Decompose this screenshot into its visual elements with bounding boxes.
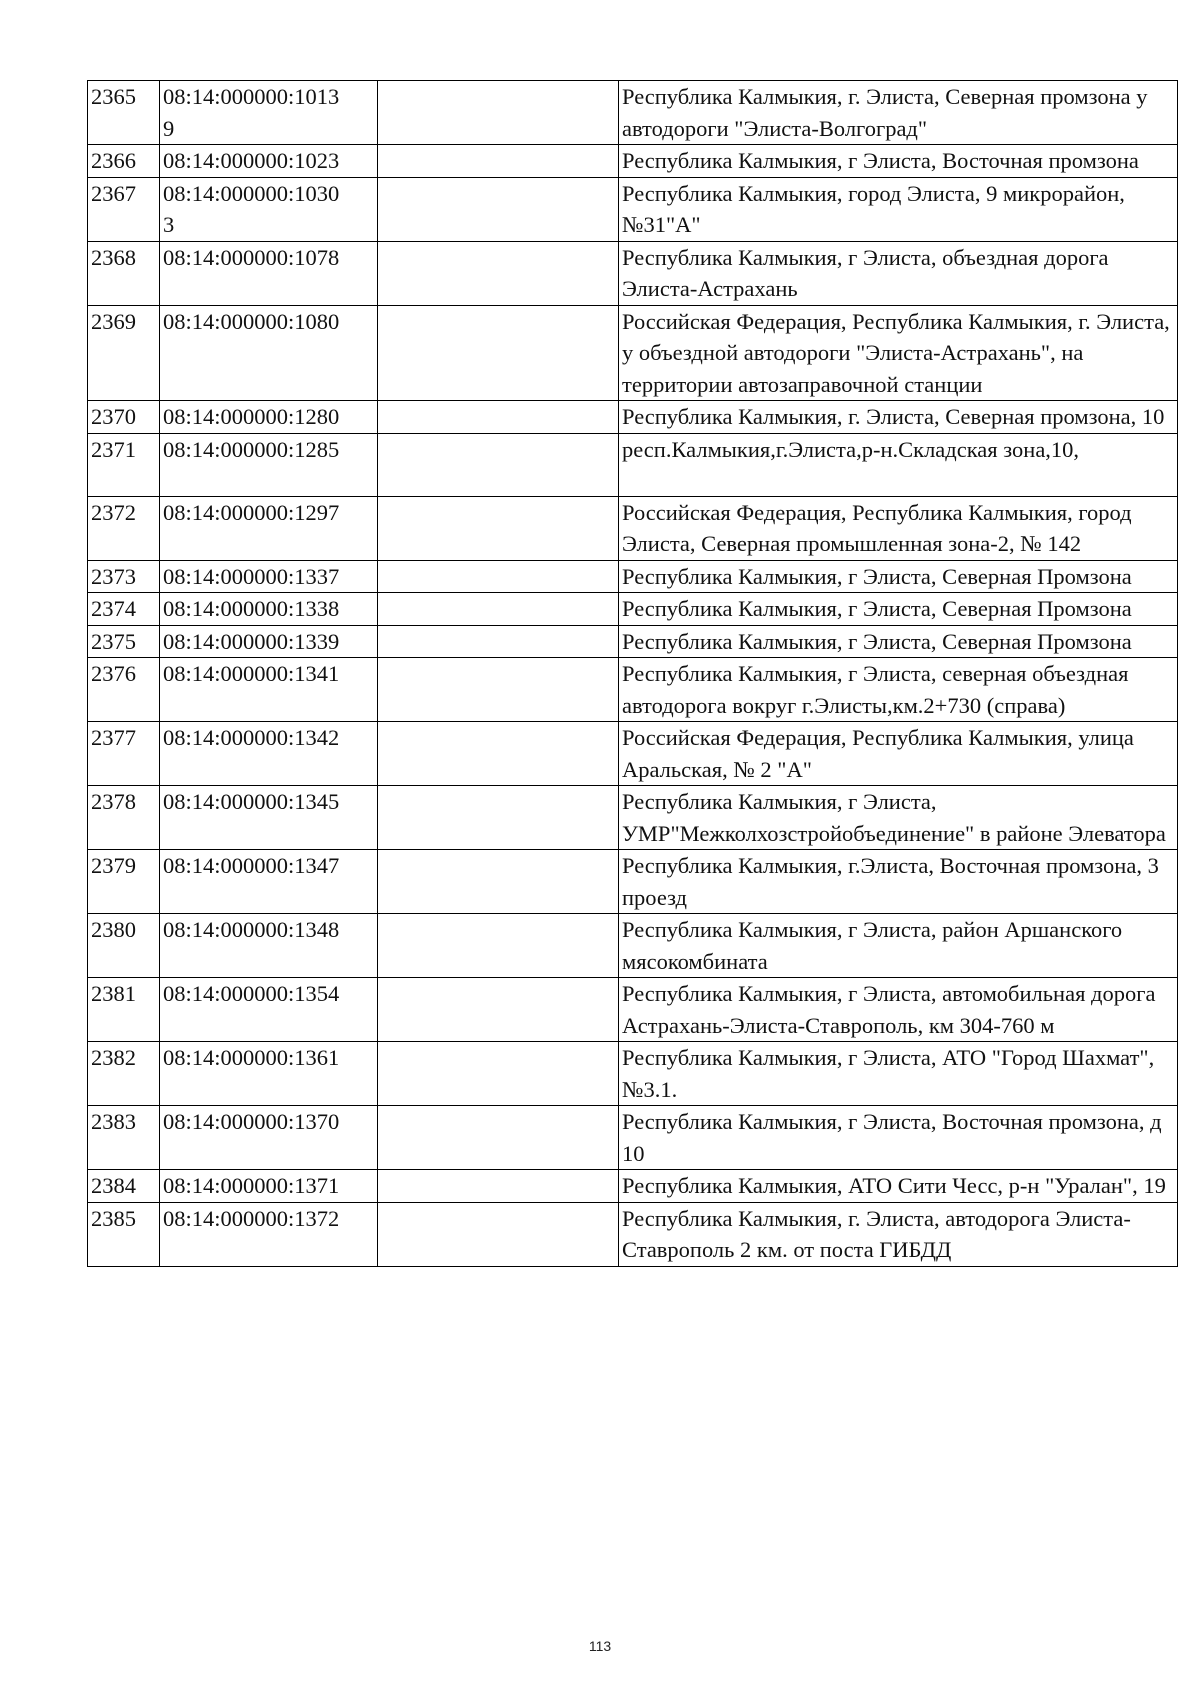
empty-cell — [378, 1170, 619, 1203]
empty-cell — [378, 786, 619, 850]
row-number-cell: 2366 — [88, 145, 160, 178]
row-number-cell: 2374 — [88, 593, 160, 626]
row-number-cell: 2373 — [88, 560, 160, 593]
empty-cell — [378, 401, 619, 434]
row-number-cell: 2377 — [88, 722, 160, 786]
cadastral-number-cell: 08:14:000000:1339 — [160, 625, 378, 658]
cadastral-number-cell: 08:14:000000:1285 — [160, 433, 378, 496]
empty-cell — [378, 1202, 619, 1266]
cadastral-number-cell: 08:14:000000:1023 — [160, 145, 378, 178]
table-row — [88, 850, 1178, 914]
row-number-cell: 2368 — [88, 241, 160, 305]
row-number-cell: 2376 — [88, 658, 160, 722]
row-number-cell: 2381 — [88, 978, 160, 1042]
address-cell: Республика Калмыкия, г Элиста, Северная Промзона — [619, 593, 1178, 626]
table-row — [88, 1106, 1178, 1170]
empty-cell — [378, 177, 619, 241]
table-row — [88, 401, 1178, 434]
address-cell: Республика Калмыкия, г Элиста, УМР"Межколхозстройобъединение" в районе Элеватора — [619, 786, 1178, 850]
table-row — [88, 560, 1178, 593]
empty-cell — [378, 978, 619, 1042]
cadastral-number-cell: 08:14:000000:1354 — [160, 978, 378, 1042]
row-number-cell: 2382 — [88, 1042, 160, 1106]
row-number-cell: 2367 — [88, 177, 160, 241]
table-row — [88, 914, 1178, 978]
address-cell: Российская Федерация, Республика Калмыкия, г. Элиста, у объездной автодороги "Элиста-Астрахань", на территории автозаправочной станции — [619, 305, 1178, 401]
table-row — [88, 722, 1178, 786]
cadastral-number-cell: 08:14:000000:1280 — [160, 401, 378, 434]
address-cell: Республика Калмыкия, г Элиста, Восточная промзона, д 10 — [619, 1106, 1178, 1170]
cadastral-number-cell: 08:14:000000:1078 — [160, 241, 378, 305]
page-number: 113 — [588, 1638, 612, 1654]
address-cell: Республика Калмыкия, г Элиста, автомобильная дорога Астрахань-Элиста-Ставрополь, км 304-760 м — [619, 978, 1178, 1042]
address-cell: Российская Федерация, Республика Калмыкия, улица Аральская, № 2 "А" — [619, 722, 1178, 786]
cadastral-number-cell: 08:14:000000:1030 3 — [160, 177, 378, 241]
empty-cell — [378, 658, 619, 722]
row-number-cell: 2383 — [88, 1106, 160, 1170]
address-cell: Российская Федерация, Республика Калмыкия, город Элиста, Северная промышленная зона-2, № 142 — [619, 496, 1178, 560]
table-row — [88, 496, 1178, 560]
row-number-cell: 2365 — [88, 81, 160, 145]
empty-cell — [378, 241, 619, 305]
address-cell: Республика Калмыкия, г Элиста, Северная Промзона — [619, 560, 1178, 593]
cadastral-number-cell: 08:14:000000:1338 — [160, 593, 378, 626]
cadastral-number-cell: 08:14:000000:1345 — [160, 786, 378, 850]
table-row — [88, 81, 1178, 145]
table-row — [88, 625, 1178, 658]
address-cell: Республика Калмыкия, г. Элиста, Северная промзона у автодороги "Элиста-Волгоград" — [619, 81, 1178, 145]
table-row — [88, 1042, 1178, 1106]
empty-cell — [378, 1106, 619, 1170]
table-row — [88, 145, 1178, 178]
cadastral-number-cell: 08:14:000000:1342 — [160, 722, 378, 786]
empty-cell — [378, 914, 619, 978]
cadastral-number-cell: 08:14:000000:1337 — [160, 560, 378, 593]
row-number-cell: 2370 — [88, 401, 160, 434]
row-number-cell: 2369 — [88, 305, 160, 401]
empty-cell — [378, 560, 619, 593]
cadastral-number-cell: 08:14:000000:1341 — [160, 658, 378, 722]
empty-cell — [378, 722, 619, 786]
address-cell: Республика Калмыкия, г Элиста, северная объездная автодорога вокруг г.Элисты,км.2+730 (справа) — [619, 658, 1178, 722]
empty-cell — [378, 145, 619, 178]
address-cell: Республика Калмыкия, г. Элиста, автодорога Элиста-Ставрополь 2 км. от поста ГИБДД — [619, 1202, 1178, 1266]
cadastral-number-cell: 08:14:000000:1371 — [160, 1170, 378, 1203]
table-row — [88, 433, 1178, 496]
cadastral-number-cell: 08:14:000000:1348 — [160, 914, 378, 978]
table-row — [88, 978, 1178, 1042]
address-cell: Республика Калмыкия, г Элиста, объездная дорога Элиста-Астрахань — [619, 241, 1178, 305]
empty-cell — [378, 433, 619, 496]
cadastral-number-cell: 08:14:000000:1080 — [160, 305, 378, 401]
address-cell: респ.Калмыкия,г.Элиста,р-н.Складская зона,10, — [619, 433, 1178, 496]
address-cell: Республика Калмыкия, г. Элиста, Северная промзона, 10 — [619, 401, 1178, 434]
row-number-cell: 2379 — [88, 850, 160, 914]
registry-table — [87, 80, 1178, 1267]
cadastral-number-cell: 08:14:000000:1370 — [160, 1106, 378, 1170]
empty-cell — [378, 593, 619, 626]
cadastral-number-cell: 08:14:000000:1013 9 — [160, 81, 378, 145]
empty-cell — [378, 625, 619, 658]
row-number-cell: 2384 — [88, 1170, 160, 1203]
address-cell: Республика Калмыкия, АТО Сити Чесс, р-н "Уралан", 19 — [619, 1170, 1178, 1203]
table-row — [88, 1170, 1178, 1203]
empty-cell — [378, 1042, 619, 1106]
row-number-cell: 2385 — [88, 1202, 160, 1266]
row-number-cell: 2371 — [88, 433, 160, 496]
address-cell: Республика Калмыкия, город Элиста, 9 микрорайон, №31"А" — [619, 177, 1178, 241]
cadastral-number-cell: 08:14:000000:1297 — [160, 496, 378, 560]
address-cell: Республика Калмыкия, г Элиста, АТО "Город Шахмат", №3.1. — [619, 1042, 1178, 1106]
table-row — [88, 1202, 1178, 1266]
empty-cell — [378, 850, 619, 914]
table-row — [88, 177, 1178, 241]
address-cell: Республика Калмыкия, г.Элиста, Восточная промзона, 3 проезд — [619, 850, 1178, 914]
empty-cell — [378, 496, 619, 560]
registry-table-body — [88, 81, 1178, 1267]
address-cell: Республика Калмыкия, г Элиста, Восточная промзона — [619, 145, 1178, 178]
table-row — [88, 305, 1178, 401]
empty-cell — [378, 81, 619, 145]
cadastral-number-cell: 08:14:000000:1361 — [160, 1042, 378, 1106]
cadastral-number-cell: 08:14:000000:1347 — [160, 850, 378, 914]
row-number-cell: 2378 — [88, 786, 160, 850]
row-number-cell: 2375 — [88, 625, 160, 658]
row-number-cell: 2372 — [88, 496, 160, 560]
empty-cell — [378, 305, 619, 401]
table-row — [88, 658, 1178, 722]
address-cell: Республика Калмыкия, г Элиста, Северная Промзона — [619, 625, 1178, 658]
cadastral-number-cell: 08:14:000000:1372 — [160, 1202, 378, 1266]
table-row — [88, 786, 1178, 850]
table-row — [88, 241, 1178, 305]
row-number-cell: 2380 — [88, 914, 160, 978]
address-cell: Республика Калмыкия, г Элиста, район Аршанского мясокомбината — [619, 914, 1178, 978]
table-row — [88, 593, 1178, 626]
